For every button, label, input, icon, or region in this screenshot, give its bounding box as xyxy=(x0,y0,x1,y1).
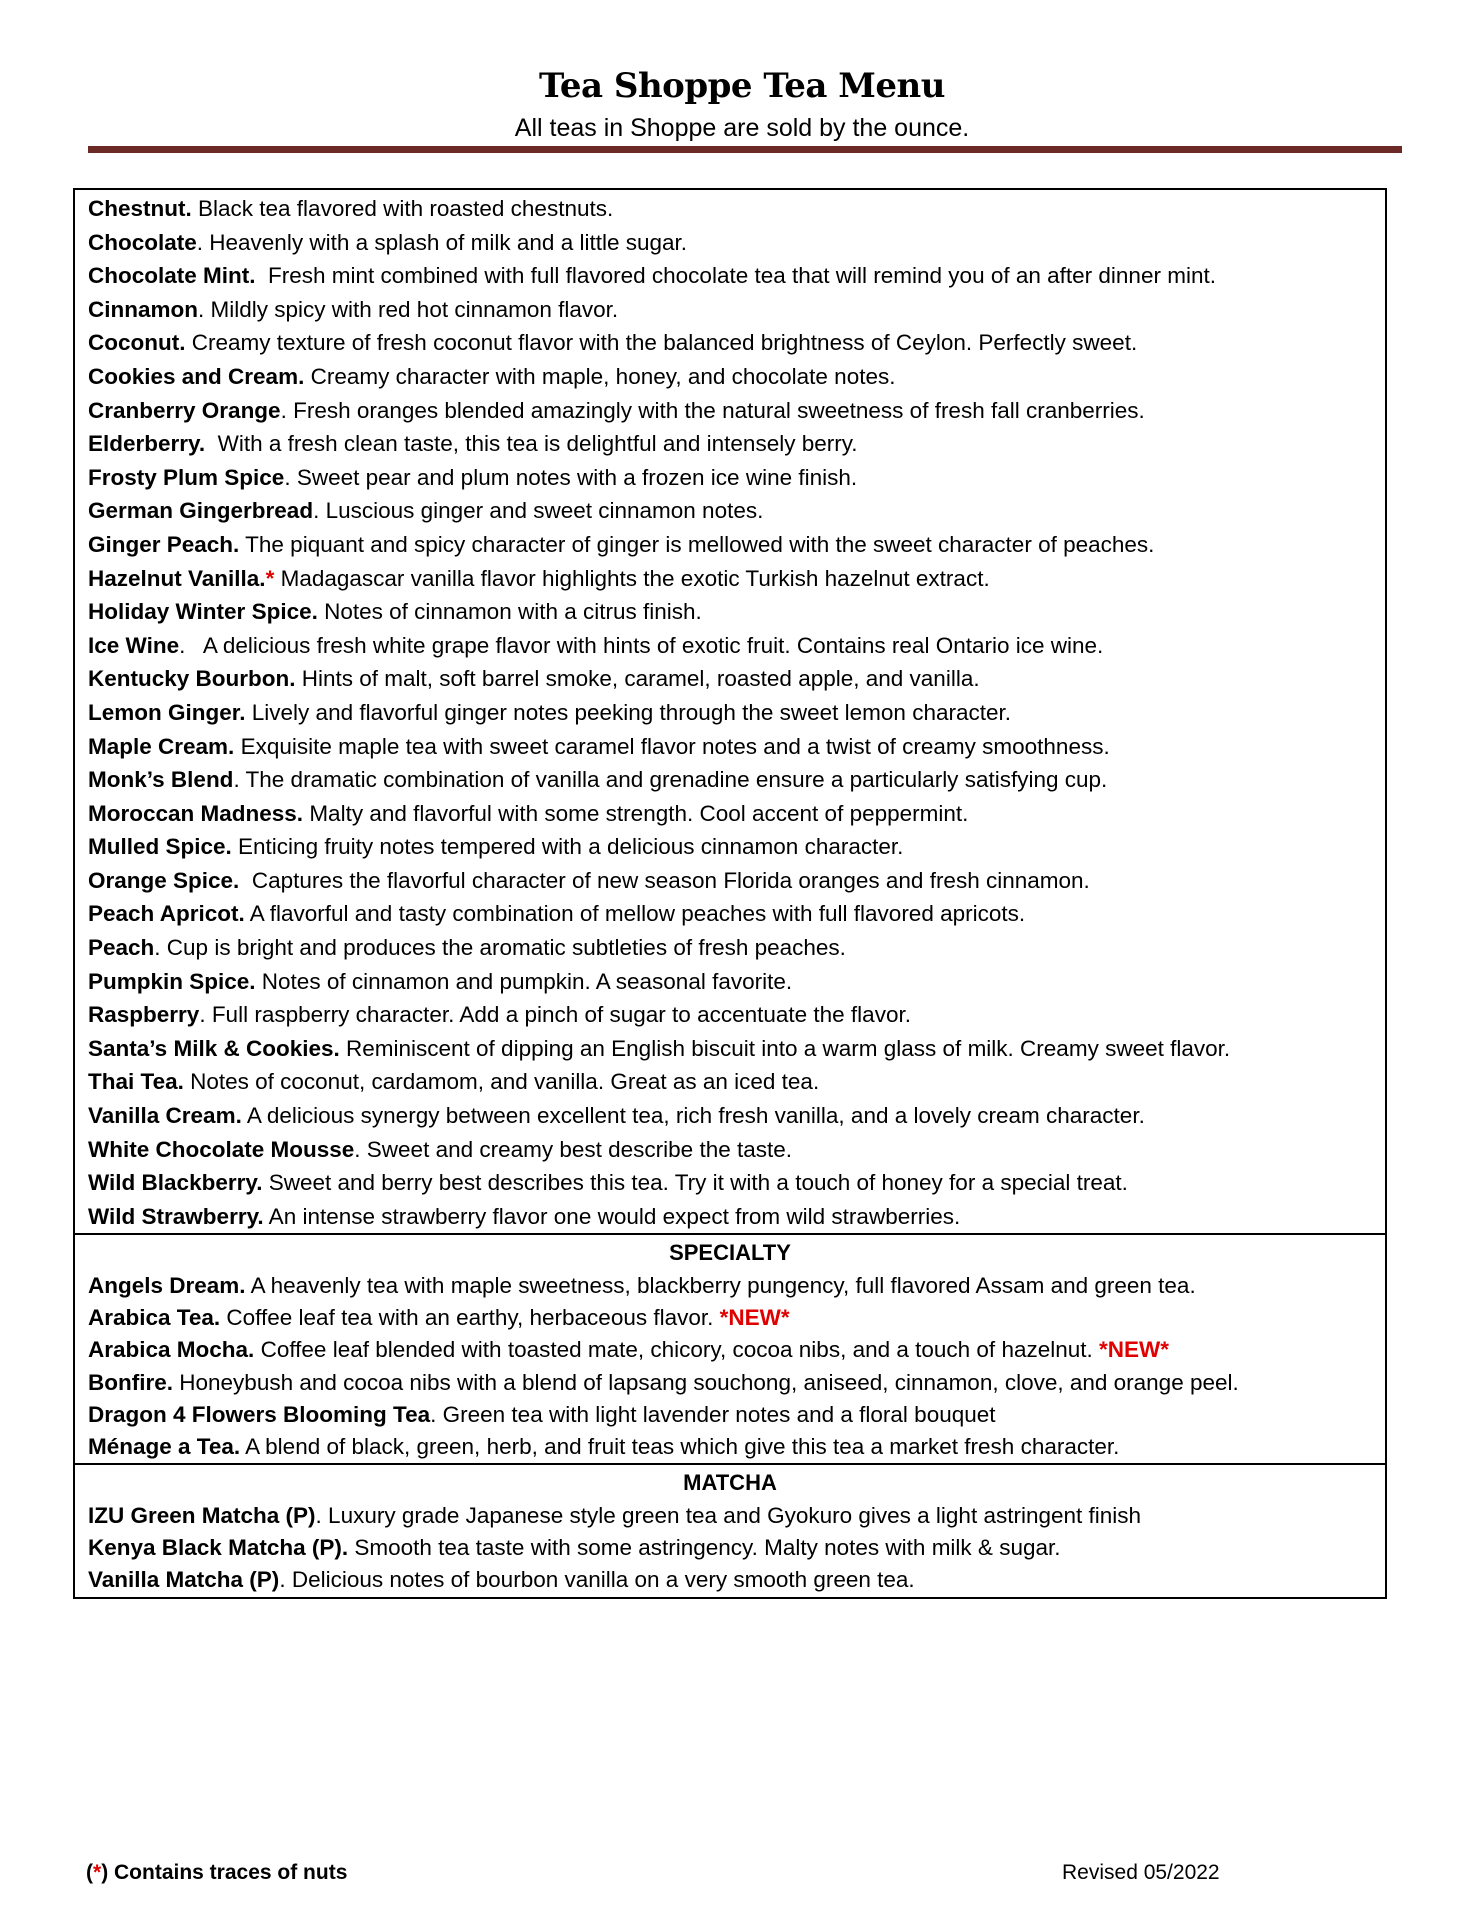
menu-item xyxy=(75,1302,1385,1334)
tea-description: . Heavenly with a splash of milk and a little sugar. xyxy=(196,229,688,255)
tea-description: A blend of black, green, herb, and fruit teas which give this tea a market fresh character. xyxy=(240,1434,1120,1460)
tea-name: Peach xyxy=(88,935,155,961)
tea-description: Hints of malt, soft barrel smoke, caramel, roasted apple, and vanilla. xyxy=(295,666,980,692)
tea-name: White Chocolate Mousse xyxy=(88,1136,355,1162)
tea-description: . Luscious ginger and sweet cinnamon notes. xyxy=(313,498,764,524)
menu-item xyxy=(75,494,1385,528)
menu-item xyxy=(75,1334,1385,1366)
tea-description: . Fresh oranges blended amazingly with the natural sweetness of fresh fall cranberries. xyxy=(280,397,1145,423)
tea-name: Moroccan Madness. xyxy=(88,800,304,826)
new-badge: *NEW* xyxy=(1099,1337,1170,1363)
tea-name: Kenya Black Matcha (P). xyxy=(88,1535,349,1561)
menu-item xyxy=(75,1099,1385,1133)
tea-description: . Sweet and creamy best describe the taste. xyxy=(354,1136,793,1162)
tea-description: An intense strawberry flavor one would expect from wild strawberries. xyxy=(263,1203,961,1229)
tea-description: With a fresh clean taste, this tea is delightful and intensely berry. xyxy=(205,431,858,457)
tea-name: Cranberry Orange xyxy=(88,397,281,423)
tea-description: Notes of cinnamon with a citrus finish. xyxy=(317,599,702,625)
nuts-footnote xyxy=(86,1861,347,1885)
menu-box xyxy=(73,188,1387,1599)
new-badge: *NEW* xyxy=(719,1305,790,1330)
tea-description: . Sweet pear and plum notes with a frozen ice wine finish. xyxy=(284,464,858,490)
tea-name: Wild Blackberry. xyxy=(88,1170,263,1196)
tea-name: Holiday Winter Spice. xyxy=(88,599,318,625)
tea-description: Captures the flavorful character of new season Florida oranges and fresh cinnamon. xyxy=(239,867,1090,893)
tea-name: Wild Strawberry. xyxy=(88,1203,264,1229)
menu-item xyxy=(75,965,1385,999)
menu-item xyxy=(75,1532,1385,1564)
tea-name: Santa’s Milk & Cookies. xyxy=(88,1035,340,1061)
tea-name: Arabica Mocha. xyxy=(88,1337,255,1363)
menu-item xyxy=(75,998,1385,1032)
tea-description: . Full raspberry character. Add a pinch of sugar to accentuate the flavor. xyxy=(199,1002,911,1028)
tea-description: A delicious synergy between excellent tea, rich fresh vanilla, and a lovely cream character. xyxy=(241,1103,1145,1129)
tea-name: Kentucky Bourbon. xyxy=(88,666,296,692)
tea-name: Vanilla Matcha (P) xyxy=(88,1567,280,1593)
tea-description: Lively and flavorful ginger notes peeking through the sweet lemon character. xyxy=(245,699,1011,725)
tea-description: . Luxury grade Japanese style green tea and Gyokuro gives a light astringent finish xyxy=(315,1502,1142,1528)
menu-item xyxy=(75,1564,1385,1596)
tea-name: Mulled Spice. xyxy=(88,834,232,860)
tea-description: Black tea flavored with roasted chestnuts. xyxy=(191,196,614,221)
tea-name: Ménage a Tea. xyxy=(88,1434,241,1460)
tea-description: . Delicious notes of bourbon vanilla on a very smooth green tea. xyxy=(279,1567,915,1593)
tea-description: Notes of coconut, cardamom, and vanilla. Great as an iced tea. xyxy=(183,1069,820,1095)
tea-description: . Mildly spicy with red hot cinnamon flavor. xyxy=(198,296,619,322)
tea-name: Elderberry. xyxy=(88,431,206,457)
matcha-section xyxy=(75,1463,1385,1596)
menu-item xyxy=(75,662,1385,696)
tea-name: Maple Cream. xyxy=(88,733,235,759)
specialty-section xyxy=(75,1233,1385,1463)
menu-item xyxy=(75,730,1385,764)
footnote-mark: * xyxy=(93,1861,102,1884)
tea-name: Cookies and Cream. xyxy=(88,363,305,389)
tea-description: Sweet and berry best describes this tea. Try it with a touch of honey for a special treat. xyxy=(262,1170,1128,1196)
tea-name: Peach Apricot. xyxy=(88,901,245,927)
menu-item xyxy=(75,226,1385,260)
menu-item xyxy=(75,696,1385,730)
tea-description: . Cup is bright and produces the aromatic subtleties of fresh peaches. xyxy=(154,935,846,961)
tea-name: Cinnamon xyxy=(88,296,198,322)
menu-item xyxy=(75,427,1385,461)
menu-item xyxy=(75,326,1385,360)
matcha-heading: MATCHA xyxy=(683,1470,777,1496)
tea-description: Creamy character with maple, honey, and chocolate notes. xyxy=(304,363,896,389)
tea-description: Coffee leaf blended with toasted mate, chicory, cocoa nibs, and a touch of hazelnut. xyxy=(254,1337,1100,1363)
menu-item xyxy=(75,562,1385,596)
menu-item xyxy=(75,931,1385,965)
menu-item xyxy=(75,864,1385,898)
tea-name: IZU Green Matcha (P) xyxy=(88,1502,316,1528)
tea-description: . A delicious fresh white grape flavor with hints of exotic fruit. Contains real Ontario ice wine. xyxy=(179,632,1104,658)
menu-item xyxy=(75,1166,1385,1200)
revision-date: Revised 05/2022 xyxy=(1062,1861,1220,1884)
tea-description: Malty and flavorful with some strength. Cool accent of peppermint. xyxy=(303,800,969,826)
menu-item xyxy=(75,461,1385,495)
menu-item xyxy=(75,1367,1385,1399)
menu-item xyxy=(75,1032,1385,1066)
tea-name: Ginger Peach. xyxy=(88,531,240,557)
tea-description: Coffee leaf tea with an earthy, herbaceous flavor. xyxy=(220,1305,720,1330)
tea-name: German Gingerbread xyxy=(88,498,314,524)
menu-item xyxy=(75,259,1385,293)
footnote-open: ( xyxy=(86,1861,93,1884)
tea-description: . Green tea with light lavender notes and a floral bouquet xyxy=(430,1401,996,1427)
menu-item xyxy=(75,797,1385,831)
tea-description: Reminiscent of dipping an English biscuit into a warm glass of milk. Creamy sweet flavor. xyxy=(339,1035,1231,1061)
tea-name: Arabica Tea. xyxy=(88,1305,221,1330)
tea-name: Vanilla Cream. xyxy=(88,1103,242,1129)
tea-name: Raspberry xyxy=(88,1002,200,1028)
tea-description: Fresh mint combined with full flavored chocolate tea that will remind you of an after dinner mint. xyxy=(255,263,1216,289)
tea-description: Notes of cinnamon and pumpkin. A seasonal favorite. xyxy=(255,968,793,994)
tea-name: Chocolate Mint. xyxy=(88,263,256,289)
tea-name: Thai Tea. xyxy=(88,1069,184,1095)
title-rule xyxy=(88,146,1402,153)
tea-name: Chocolate xyxy=(88,229,197,255)
flavored-section xyxy=(75,190,1385,1233)
menu-item xyxy=(75,1200,1385,1234)
menu-item xyxy=(75,1431,1385,1463)
tea-description: Creamy texture of fresh coconut flavor with the balanced brightness of Ceylon. Perfectly sweet. xyxy=(185,330,1138,356)
menu-item xyxy=(75,360,1385,394)
page-title: Tea Shoppe Tea Menu xyxy=(539,66,945,106)
tea-description: A flavorful and tasty combination of mellow peaches with full flavored apricots. xyxy=(244,901,1026,927)
tea-name: Dragon 4 Flowers Blooming Tea xyxy=(88,1401,431,1427)
specialty-heading: SPECIALTY xyxy=(669,1240,791,1266)
menu-item xyxy=(75,1133,1385,1167)
tea-description: Madagascar vanilla flavor highlights the exotic Turkish hazelnut extract. xyxy=(274,565,990,591)
tea-name: Chestnut. xyxy=(88,196,192,221)
menu-item xyxy=(75,629,1385,663)
tea-name: Coconut. xyxy=(88,330,186,356)
tea-name: Pumpkin Spice. xyxy=(88,968,256,994)
tea-name: Angels Dream. xyxy=(88,1272,246,1298)
nut-marker: * xyxy=(265,565,275,591)
tea-name: Hazelnut Vanilla. xyxy=(88,565,266,591)
menu-item xyxy=(75,1065,1385,1099)
menu-item xyxy=(75,528,1385,562)
tea-description: The piquant and spicy character of ginger is mellowed with the sweet character of peaches. xyxy=(239,531,1155,557)
tea-name: Frosty Plum Spice xyxy=(88,464,285,490)
tea-description: A heavenly tea with maple sweetness, blackberry pungency, full flavored Assam and green tea. xyxy=(245,1272,1196,1298)
menu-item xyxy=(75,192,1385,226)
footnote-text: ) Contains traces of nuts xyxy=(101,1861,348,1884)
tea-name: Orange Spice. xyxy=(88,867,240,893)
menu-item xyxy=(75,1399,1385,1431)
menu-item xyxy=(75,293,1385,327)
tea-name: Ice Wine xyxy=(88,632,180,658)
tea-name: Lemon Ginger. xyxy=(88,699,246,725)
tea-name: Bonfire. xyxy=(88,1369,174,1395)
menu-item xyxy=(75,1500,1385,1532)
tea-name: Monk’s Blend xyxy=(88,767,234,793)
menu-item xyxy=(75,394,1385,428)
tea-description: Smooth tea taste with some astringency. Malty notes with milk & sugar. xyxy=(348,1535,1061,1561)
tea-description: . The dramatic combination of vanilla and grenadine ensure a particularly satisfying cup. xyxy=(233,767,1108,793)
page-subtitle: All teas in Shoppe are sold by the ounce. xyxy=(514,114,970,142)
menu-item xyxy=(75,897,1385,931)
tea-description: Exquisite maple tea with sweet caramel flavor notes and a twist of creamy smoothness. xyxy=(234,733,1110,759)
menu-item xyxy=(75,595,1385,629)
menu-item xyxy=(75,830,1385,864)
menu-item xyxy=(75,1270,1385,1302)
tea-description: Enticing fruity notes tempered with a delicious cinnamon character. xyxy=(231,834,904,860)
menu-item xyxy=(75,763,1385,797)
tea-description: Honeybush and cocoa nibs with a blend of lapsang souchong, aniseed, cinnamon, clove, and orange peel. xyxy=(173,1369,1239,1395)
